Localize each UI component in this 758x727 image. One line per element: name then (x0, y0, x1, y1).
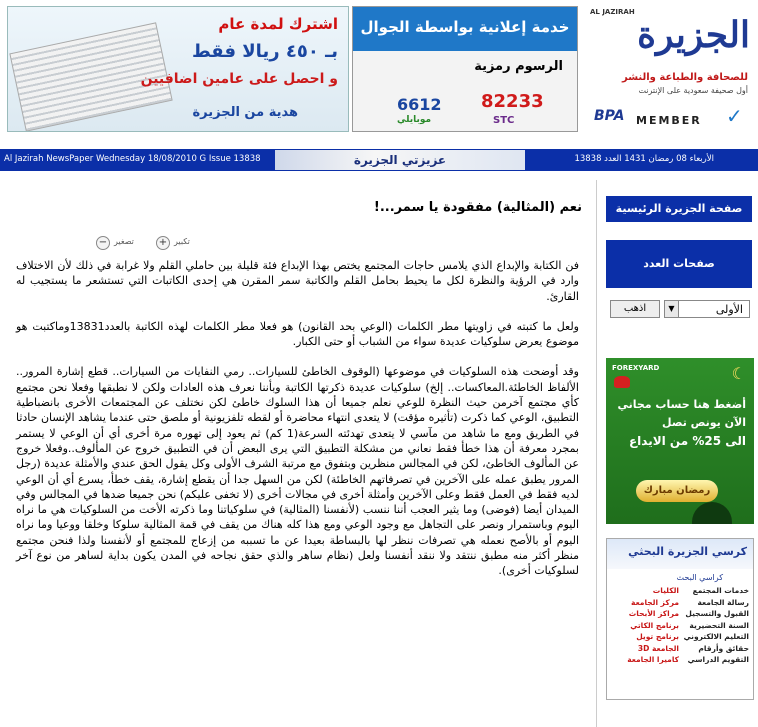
check-icon: ✓ (726, 104, 743, 128)
list-item[interactable]: الكليات (652, 586, 679, 595)
sidebar (604, 180, 754, 727)
bpa-logo: BPA (594, 108, 625, 124)
list-item[interactable]: التقويم الدراسي (687, 655, 749, 664)
forex-line-3: الى 25% من الايداع (628, 434, 746, 448)
stc-logo: STC (493, 115, 515, 126)
research-chair-title: كرسي الجزيرة البحثي (628, 545, 747, 558)
article-title: نعم (المثالية) مفقودة يا سمر...! (373, 200, 582, 215)
research-chair-subtitle[interactable]: كراسي البحث (676, 573, 723, 582)
zoom-in-label[interactable]: تكبير (174, 237, 190, 246)
ad-line-4: هدية من الجزيرة (192, 105, 298, 120)
research-chair-links-col-2 (609, 585, 679, 666)
forex-line-1: أضغط هنا حساب مجاني (617, 398, 746, 411)
zoom-out-label[interactable]: تصغير (114, 237, 134, 246)
home-page-link[interactable]: صفحة الجزيرة الرئيسية (606, 196, 752, 222)
list-item[interactable]: برنامج الكاتي (630, 620, 679, 630)
list-item[interactable]: السنة التحضيرية (689, 620, 749, 630)
ad-line-2: بـ ٤٥٠ ريالا فقط (192, 41, 338, 62)
zoom-in-icon[interactable]: + (156, 236, 170, 250)
mobile-ad-number-1: 6612 (397, 95, 442, 114)
list-item[interactable]: رسالة الجامعة (697, 597, 749, 607)
page-selector (608, 300, 754, 318)
forex-ad-banner[interactable] (606, 358, 754, 524)
article-container (12, 180, 597, 727)
list-item[interactable]: حقائق وأرقام (698, 643, 749, 653)
research-chair-box[interactable] (606, 538, 754, 700)
research-chair-header (607, 539, 753, 569)
research-chair-links-col-1 (679, 585, 749, 666)
issue-info-english: Al Jazirah NewsPaper Wednesday 18/08/2010 G Issue 13838 (4, 154, 261, 164)
list-item[interactable]: برنامج تويل (636, 632, 679, 641)
list-item[interactable]: مركز الجامعة (631, 597, 679, 607)
issue-info-arabic: الأربعاء 08 رمضان 1431 العدد 13838 (574, 154, 714, 164)
list-item[interactable]: خدمات المجتمع (692, 586, 749, 595)
page-select-value: الأولى (715, 303, 743, 316)
crescent-moon-icon: ☾ (731, 364, 746, 383)
subscription-ad-banner[interactable] (7, 6, 349, 132)
article-paragraph: ولعل ما كتبته في زاويتها مطر الكلمات (الوعي بحد القانون) هو فعلا مطر الكلمات لهذه الكاتبة بالعدد13831وماكتبت هو موضوع يعرض سلوكيات عديدة سواء من الشباب أو حتى الكبار. (16, 319, 579, 349)
list-item[interactable]: مراكز الأبحاث (628, 609, 679, 618)
list-item[interactable]: القبول والتسجيل (685, 609, 749, 618)
article-paragraph: وقد أوضحت هذه السلوكيات في موضوعها (الوقوف الخاطئ للسيارات.. رمي النفايات من السيارات.. قطع إشارة المرور.. الألفاظ الخاطئة.المعاكسات.. إلخ) سلوكيات عديدة ذكرتها الكاتبة وبأننا نعرف هذه العادات ولكن لا نطبقها وفعلا نحن مجتمع كأي مجتمع آخرمن حيث النظرة للوعي نعلم جميعا أن هذا السلوك خاطئ لكن نختلف عن المجتمعات الأخرى بانضباطية التطبيق، الوعي كما ذكرت (تأثيره مؤقت) لا يتعدى انتهاء محاضرة أو لقطه تلفزيونية أو ملصق حتى عندما يشاهد الإنسان حادثا في الطريق ومع ما شاهد من مآسي لا يتعدى تهدئته السرعة(1 كم) ثم يعود إلى تهوره مرة أخرى أي أن الوعي لا يستمر بمجرد معرفة أن هذا خطأ فقط نعاني من مشكلة التطبيق التي يرى البعض أن في التطبيق خروج عن المألوف..وفعلا خروج عن المألوف الخاطئ، لكن في المجالس منظرين وبتفوق مع مرتبة الشرف الأولى وكل يقول الحق عندي والأمثلة عديدة (رجل المرور يطبق عمله على الآخرين في تصرفاتهم الخاطئة) لكن من السهل جدا أن يقطع إشارة، يقف خطأ، يسرع أي أن الوعي لديه فقط في العمل فقط وعلى الآخرين وأمثلة أخرى في مجالات أخرى (لا تخفى عليكم) نحن جميعا ضدها في المجالس وفي الميدان أيضا (فوضى) وما يثير العجب أننا ننسب (لأنفسنا (المثالية) في سلوكياتنا وما ذكرته الأخت من السلوكيات هي ما نراه اليوم وباستمرار ونصر على التجاهل مع وجود الوعي ومع هذا كله هناك من يقف في قمة المثالية سلوكا وخلقا ووعيا وما نراه اليوم أو بالأصح نعمله هي تصرفات ننظر لها بالبساطة بعيدا عن ما تسببه من إزعاج للمجتمع أو لأنفسنا ولذا فنحن مجتمع منظر أكثر منه مطبق ننتقد ولا ننقد أنفسنا ولعل (نظام ساهر والذي حقق نجاحه في المدن يكون بداية لساهر من نوع آخر لسلوكيات أخرى). (16, 365, 579, 578)
mosque-dome-icon (692, 502, 732, 524)
mobile-ad-fee: الرسوم رمزية (474, 59, 563, 74)
al-jazirah-logo[interactable] (586, 6, 754, 132)
ad-line-3: و احصل على عامين اضافيين (140, 71, 338, 87)
site-header (0, 0, 758, 140)
issue-pages-link[interactable]: صفحات العدد (606, 240, 752, 288)
mobile-ad-headline: خدمة إعلانية بواسطة الجوال (353, 7, 577, 51)
forex-line-2: الآن يونص تصل (662, 416, 746, 429)
issue-info-bar (0, 149, 758, 171)
ramadan-badge: رمضان مبارك (636, 480, 718, 502)
page-select[interactable] (664, 300, 750, 318)
mobile-ad-number-2: 82233 (481, 91, 544, 112)
article-paragraph: فن الكتابة والإبداع الذي يلامس حاجات المجتمع يختص بهذا الإبداع فئة قليلة بين حاملي القلم ولا غرابة في ذلك لأن الاختلاف وارد في الرؤية والنظرة لكل ما يحيط بحامل القلم والكاتبة سمر المقرن هي إحدى الكاتبات التي تستشعر ما يستجيب له القارئ. (16, 259, 579, 303)
section-banner[interactable]: عزيزتي الجزيرة (275, 150, 525, 170)
list-item[interactable]: التعليم الالكتروني (683, 632, 749, 641)
zoom-out-icon[interactable]: − (96, 236, 110, 250)
mobile-ad-banner[interactable] (352, 6, 578, 132)
list-item[interactable]: كاميرا الجامعة (627, 655, 679, 664)
logo-tagline-2: أول صحيفة سعودية على الإنترنت (638, 86, 748, 95)
mobily-logo: موبايلي (397, 115, 432, 125)
forex-brand: FOREXYARD (612, 364, 660, 372)
article-body (16, 258, 579, 594)
bull-icon (614, 376, 630, 388)
list-item[interactable]: الجامعة 3D (637, 643, 679, 653)
logo-english: AL JAZIRAH (590, 8, 635, 16)
chevron-down-icon[interactable]: ▼ (665, 301, 679, 317)
go-button[interactable]: اذهب (610, 300, 660, 318)
logo-tagline-1: للصحافة والطباعة والنشر (622, 72, 748, 83)
logo-arabic: الجزيرة (637, 14, 750, 56)
bpa-member-label: MEMBER (636, 114, 702, 127)
ad-line-1: اشترك لمدة عام (218, 15, 338, 33)
